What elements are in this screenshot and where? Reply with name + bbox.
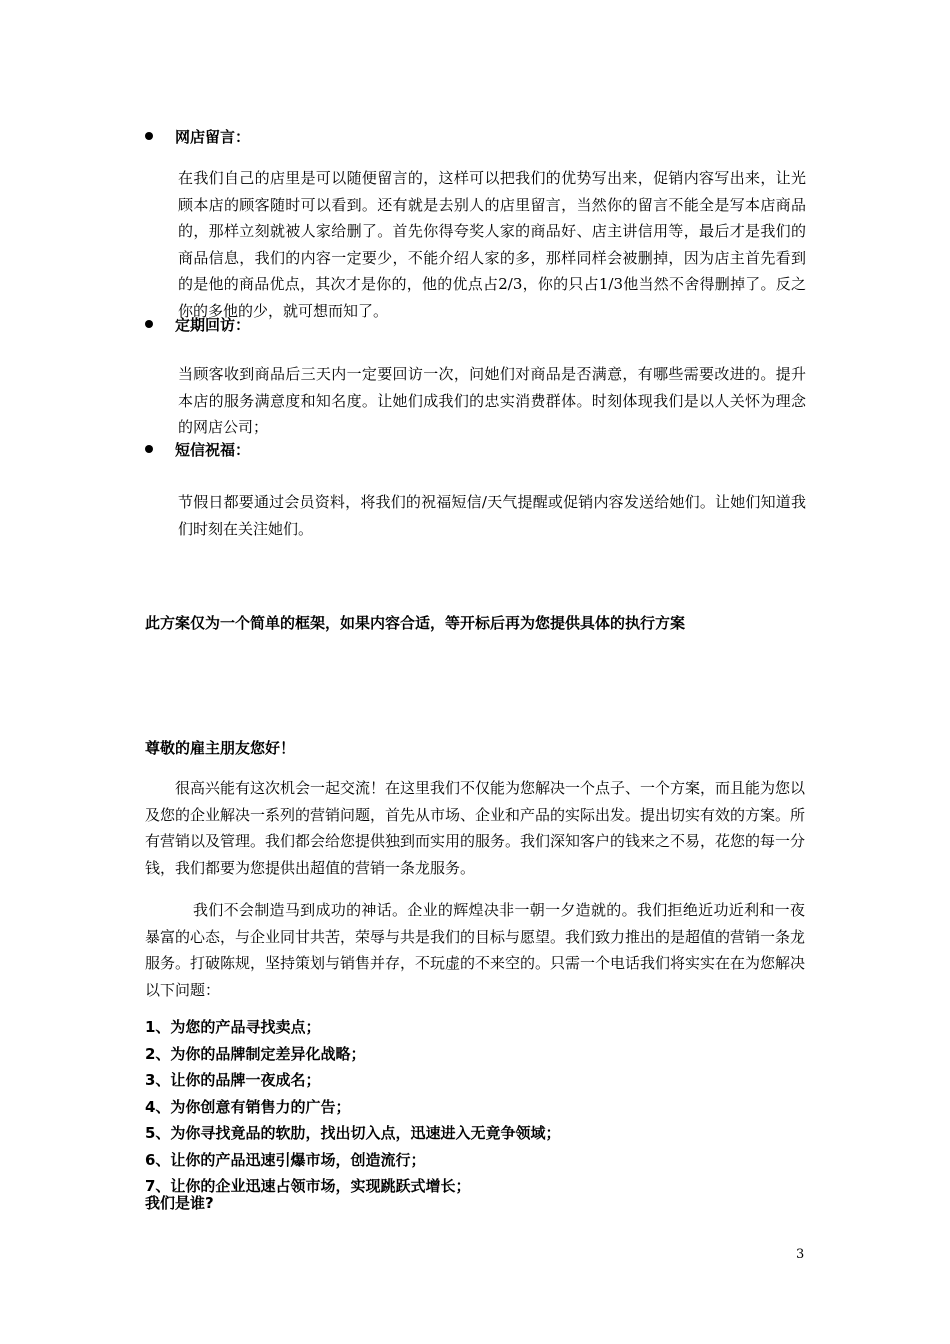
bullet-dot-icon bbox=[145, 320, 153, 328]
paragraph-store-messages: 在我们自己的店里是可以随便留言的，这样可以把我们的优势写出来，促销内容写出来，让光顾本店的顾客随时可以看到。还有就是去别人的店里留言，当然你的留言不能全是写本店商品的，那样立刻就被人家给删了。首先你得夸奖人家的商品好、店主讲信用等，最后才是我们的商品信息，我们的内容一定要少，不能介绍人家的多，那样同样会被删掉，因为店主首先看到的是他的商品优点，其次才是你的，他的优点占2/3，你的只占1/3他当然不舍得删掉了。反之你的多他的少，就可想而知了。 bbox=[178, 169, 806, 320]
heading-text: 网店留言： bbox=[175, 128, 251, 146]
who-are-we-heading: 我们是谁? bbox=[145, 1194, 214, 1212]
paragraph-followup: 当顾客收到商品后三天内一定要回访一次，问她们对商品是否满意，有哪些需要改进的。提升本店的服务满意度和知名度。让她们成我们的忠实消费群体。时刻体现我们是以人关怀为理念的网店公司； bbox=[178, 365, 806, 436]
bullet-dot-icon bbox=[145, 132, 153, 140]
list-item: 7、让你的企业迅速占领市场，实现跳跃式增长； bbox=[145, 1177, 471, 1195]
list-item: 4、为你创意有销售力的广告； bbox=[145, 1097, 351, 1116]
letter-paragraph-2: 我们不会制造马到成功的神话。企业的辉煌决非一朝一夕造就的。我们拒绝近功近利和一夜暴富的心态，与企业同甘共苦，荣辱与共是我们的目标与愿望。我们致力推出的是超值的营销一条龙服务。打破陈规，坚持策划与销售并存，不玩虚的不来空的。只需一个电话我们将实实在在为您解决以下问题： bbox=[145, 901, 806, 999]
list-item: 6、让你的产品迅速引爆市场，创造流行； bbox=[145, 1150, 426, 1169]
bullet-heading-followup bbox=[145, 313, 250, 337]
heading-text: 短信祝福： bbox=[175, 441, 251, 459]
service-list bbox=[145, 1014, 805, 1200]
bullet-heading-store-messages bbox=[145, 125, 250, 149]
bullet-dot-icon bbox=[145, 445, 153, 453]
paragraph-sms: 节假日都要通过会员资料，将我们的祝福短信/天气提醒或促销内容发送给她们。让她们知道我们时刻在关注她们。 bbox=[178, 493, 806, 538]
bullet-heading-sms bbox=[145, 438, 250, 462]
heading-text: 定期回访： bbox=[175, 316, 251, 334]
page-number: 3 bbox=[796, 1247, 805, 1262]
list-item: 5、为你寻找竟品的软肋，找出切入点，迅速进入无竟争领域； bbox=[145, 1124, 561, 1142]
list-item: 1、为您的产品寻找卖点； bbox=[145, 1018, 321, 1036]
letter-paragraph-1: 很高兴能有这次机会一起交流！在这里我们不仅能为您解决一个点子、一个方案，而且能为您以及您的企业解决一系列的营销问题，首先从市场、企业和产品的实际出发。提出切实有效的方案。所有营销以及管理。我们都会给您提供独到而实用的服务。我们深知客户的钱来之不易，花您的每一分钱，我们都要为您提供出超值的营销一条龙服务。 bbox=[145, 779, 806, 877]
framework-note: 此方案仅为一个简单的框架，如果内容合适，等开标后再为您提供具体的执行方案 bbox=[145, 614, 686, 632]
list-item: 2、为你的品牌制定差异化战略； bbox=[145, 1044, 366, 1063]
letter-greeting: 尊敬的雇主朋友您好！ bbox=[145, 739, 296, 757]
list-item: 3、让你的品牌一夜成名； bbox=[145, 1071, 321, 1089]
